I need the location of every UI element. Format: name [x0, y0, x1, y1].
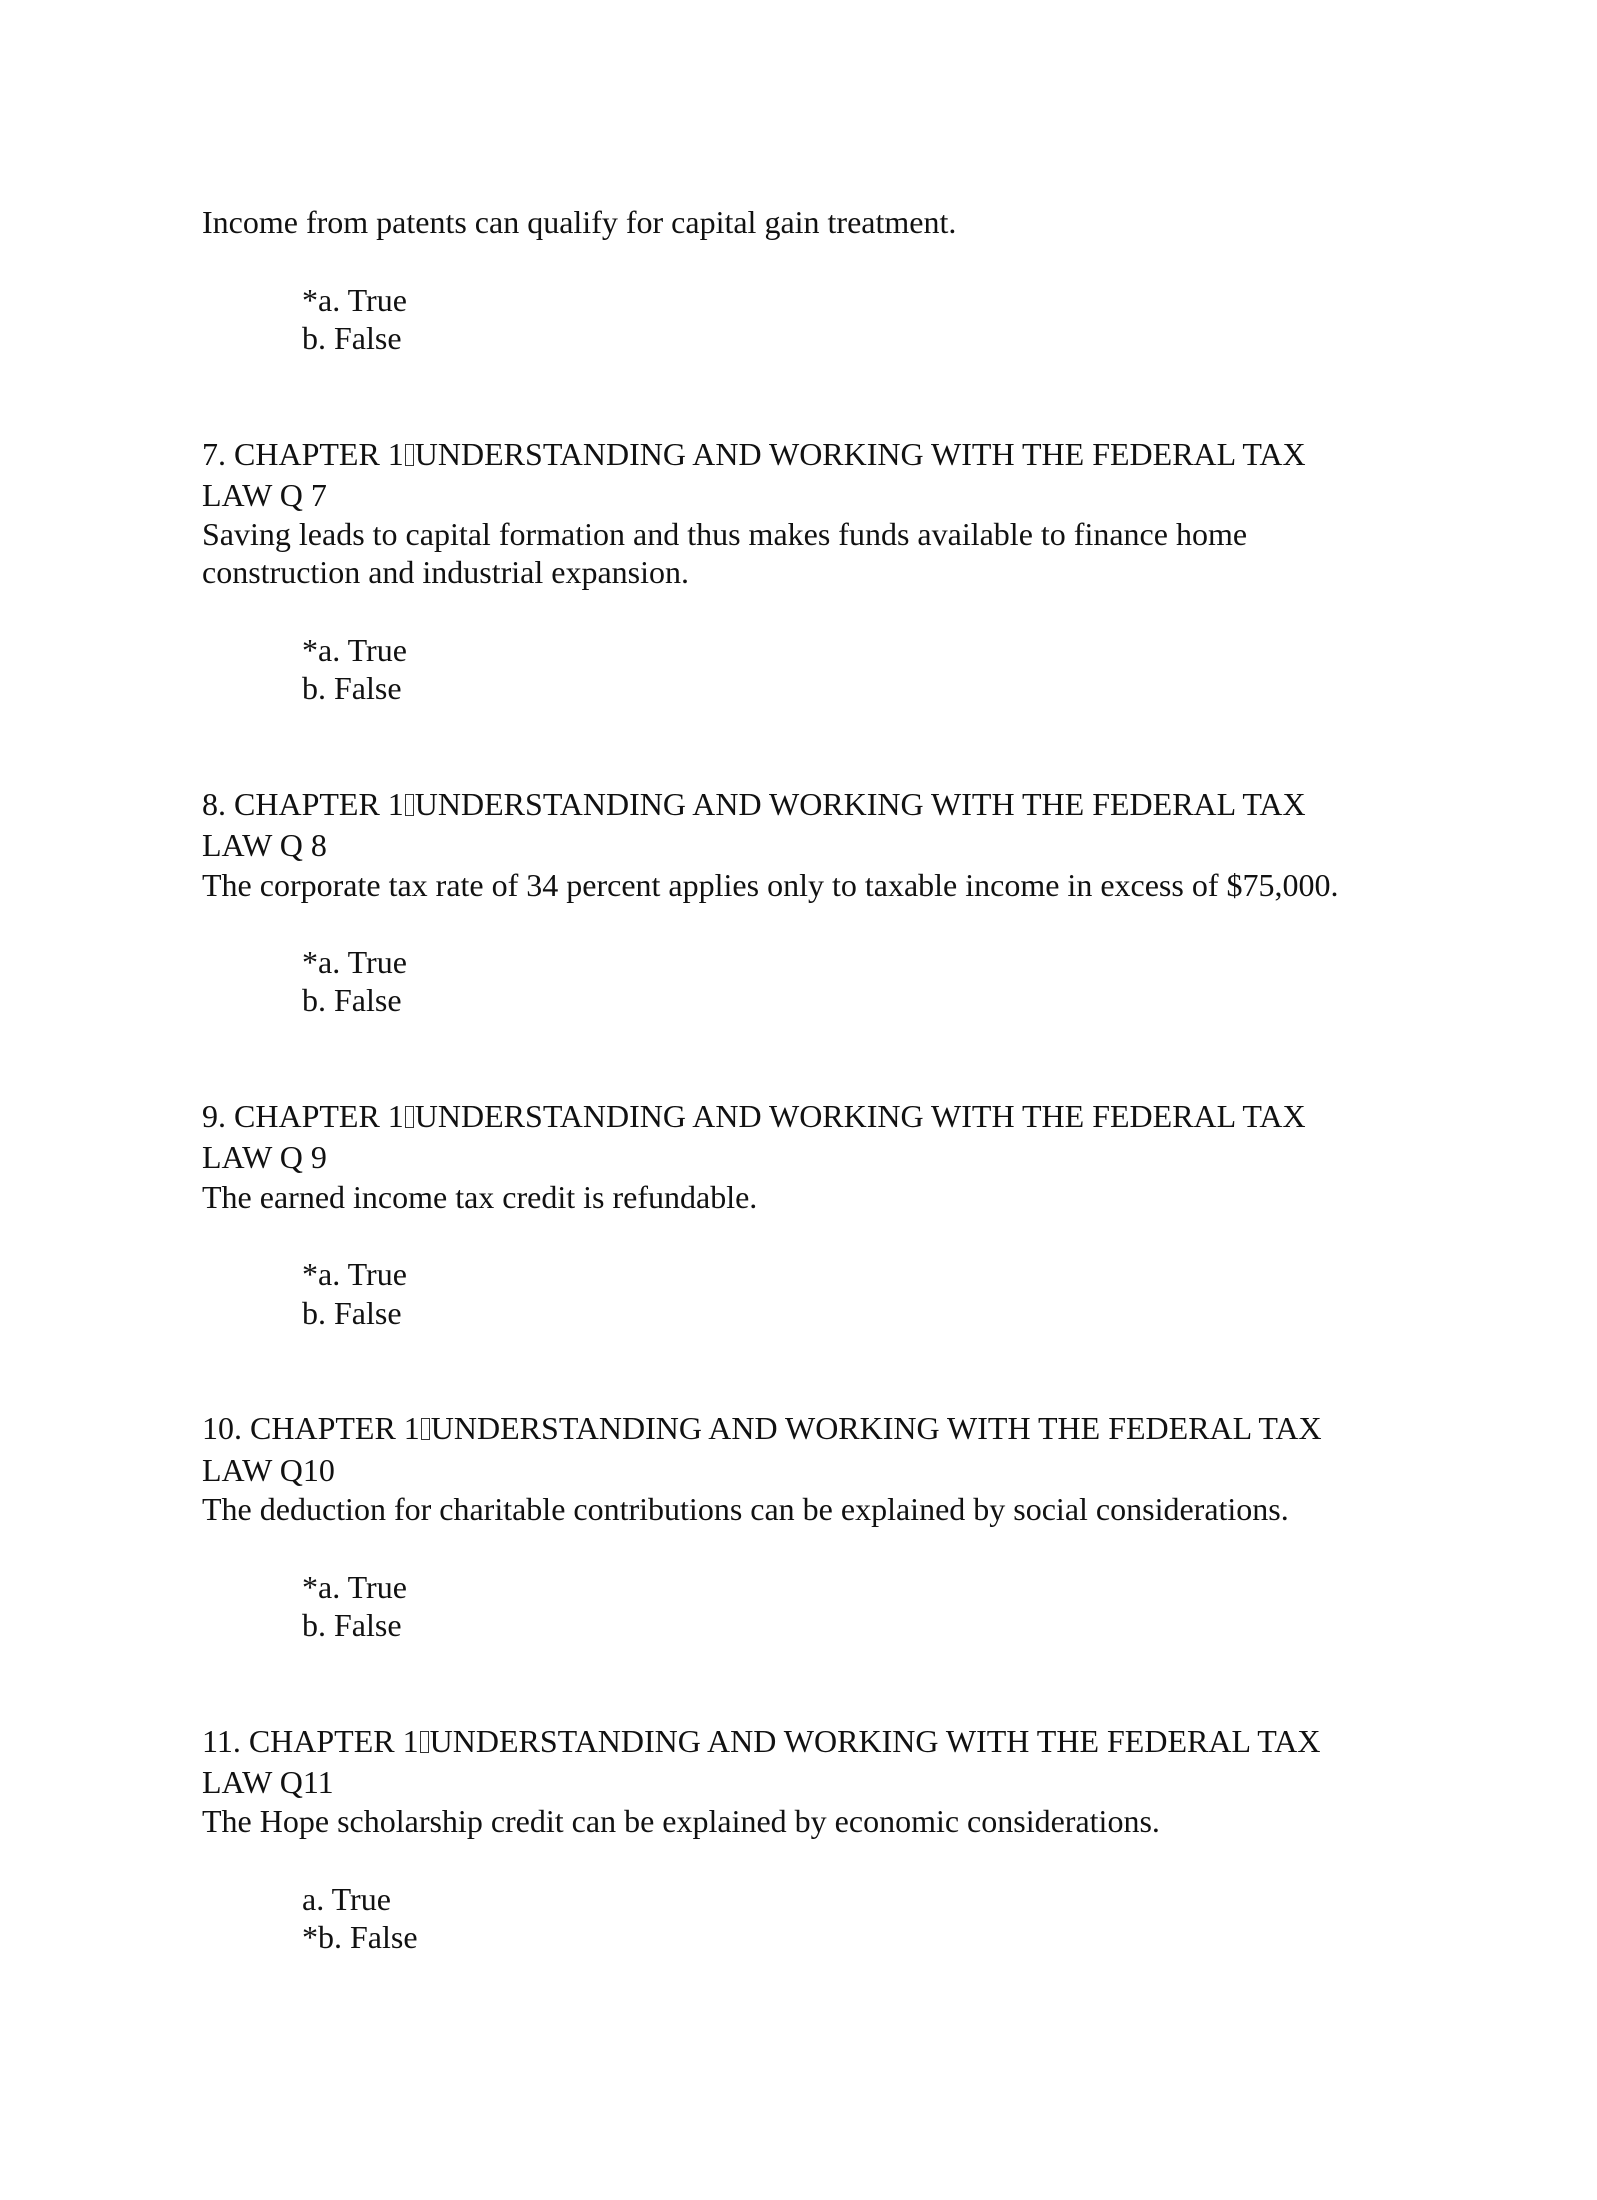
heading-prefix: 11. CHAPTER 1 — [202, 1723, 419, 1759]
question-heading — [202, 1721, 1320, 1761]
question-text: The deduction for charitable contributions can be explained by social considerations. — [202, 1491, 1289, 1527]
question-text: The earned income tax credit is refundable. — [202, 1179, 758, 1215]
heading-prefix: 10. CHAPTER 1 — [202, 1410, 420, 1446]
question-heading — [202, 1096, 1306, 1136]
question-heading-line2: LAW Q 9 — [202, 1139, 327, 1175]
option-b: *b. False — [302, 1919, 418, 1955]
option-b: b. False — [302, 320, 402, 356]
option-a: *a. True — [302, 1569, 407, 1605]
heading-suffix: UNDERSTANDING AND WORKING WITH THE FEDERAL TAX — [429, 1723, 1321, 1759]
question-text: The corporate tax rate of 34 percent applies only to taxable income in excess of $75,000. — [202, 867, 1339, 903]
heading-prefix: 7. CHAPTER 1 — [202, 436, 404, 472]
option-b: b. False — [302, 1295, 402, 1331]
question-heading — [202, 434, 1306, 474]
option-a: *a. True — [302, 944, 407, 980]
option-b: b. False — [302, 670, 402, 706]
question-heading-line2: LAW Q 8 — [202, 827, 327, 863]
heading-prefix: 8. CHAPTER 1 — [202, 786, 404, 822]
missing-glyph-icon — [405, 444, 414, 466]
question-heading-line2: LAW Q 7 — [202, 477, 327, 513]
question-text: Saving leads to capital formation and thus makes funds available to finance home — [202, 516, 1248, 552]
missing-glyph-icon — [405, 794, 414, 816]
question-heading-line2: LAW Q10 — [202, 1452, 335, 1488]
question-heading — [202, 784, 1306, 824]
heading-suffix: UNDERSTANDING AND WORKING WITH THE FEDERAL TAX — [414, 1098, 1306, 1134]
option-a: *a. True — [302, 1256, 407, 1292]
option-a: *a. True — [302, 282, 407, 318]
option-a: a. True — [302, 1881, 391, 1917]
heading-suffix: UNDERSTANDING AND WORKING WITH THE FEDERAL TAX — [414, 786, 1306, 822]
heading-prefix: 9. CHAPTER 1 — [202, 1098, 404, 1134]
question-text: construction and industrial expansion. — [202, 554, 690, 590]
question-text: Income from patents can qualify for capital gain treatment. — [202, 204, 957, 240]
question-text: The Hope scholarship credit can be explained by economic considerations. — [202, 1803, 1160, 1839]
missing-glyph-icon — [420, 1731, 429, 1753]
question-heading — [202, 1408, 1322, 1448]
option-a: *a. True — [302, 632, 407, 668]
heading-suffix: UNDERSTANDING AND WORKING WITH THE FEDERAL TAX — [430, 1410, 1322, 1446]
question-heading-line2: LAW Q11 — [202, 1764, 334, 1800]
heading-suffix: UNDERSTANDING AND WORKING WITH THE FEDERAL TAX — [414, 436, 1306, 472]
option-b: b. False — [302, 1607, 402, 1643]
option-b: b. False — [302, 982, 402, 1018]
missing-glyph-icon — [421, 1418, 430, 1440]
missing-glyph-icon — [405, 1106, 414, 1128]
